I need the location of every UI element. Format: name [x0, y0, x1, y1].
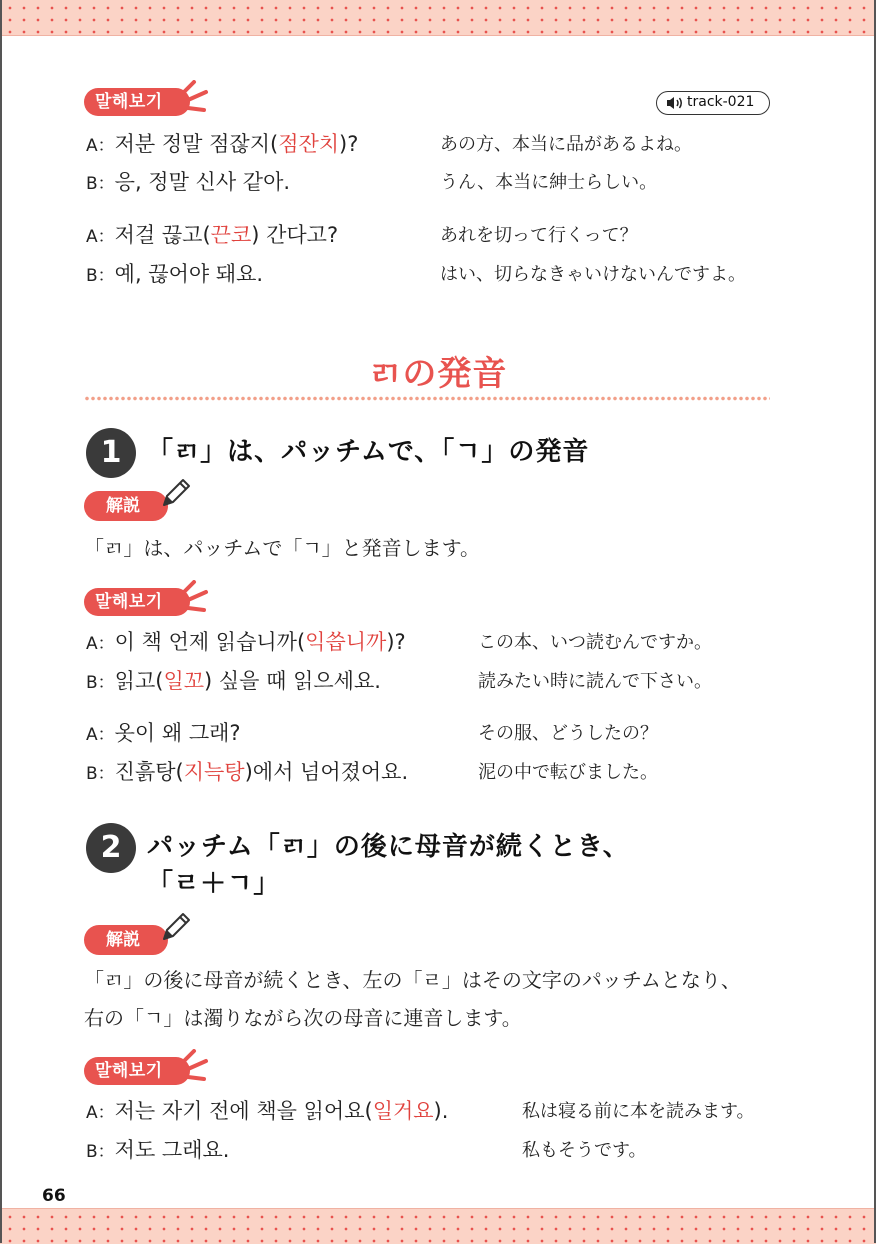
dialogue-translation: 私は寝る前に本を読みます。 [522, 1101, 755, 1122]
explanation-text-line2: 右の「ㄱ」は濁りながら次の母音に連音します。 [84, 1006, 522, 1030]
explanation-badge-label: 解説 [106, 930, 140, 950]
speak-badge [84, 88, 190, 116]
explanation-badge-label: 解説 [106, 496, 140, 516]
speak-badge-label: 말해보기 [95, 1061, 163, 1081]
rule-heading: 「ㄺ」は、パッチムで、「ㄱ」の発音 [147, 437, 590, 467]
explanation-text: 「ㄺ」は、パッチムで「ㄱ」と発音します。 [84, 536, 481, 560]
dialogue-translation: 泥の中で転びました。 [478, 762, 658, 783]
rule-number-badge: 1 [86, 428, 136, 478]
dialogue-line: A：저분 정말 점잖지(점잔치)? [86, 132, 359, 156]
page-number: 66 [42, 1186, 66, 1206]
rule-heading-line1: パッチム「ㄺ」の後に母音が続くとき、 [147, 832, 630, 862]
speaker-icon [666, 96, 684, 110]
speak-badge-label: 말해보기 [95, 92, 163, 112]
bottom-decorative-band [0, 1208, 876, 1244]
track-label: track-021 [687, 94, 755, 110]
dialogue-translation: あれを切って行くって？ [440, 225, 638, 246]
dialogue-line: A：저는 자기 전에 책을 읽어요(일거요). [86, 1099, 449, 1123]
speak-badge [84, 1057, 190, 1085]
dialogue-line: A：이 책 언제 읽습니까(익씁니까)? [86, 630, 406, 654]
dialogue-line: B：예, 끊어야 돼요. [86, 262, 264, 286]
dialogue-line: B：응, 정말 신사 같아. [86, 170, 291, 194]
dialogue-translation: うん、本当に紳士らしい。 [440, 172, 658, 193]
dialogue-line: A：옷이 왜 그래? [86, 721, 241, 745]
audio-track-badge[interactable] [656, 91, 770, 115]
sound-rays-icon [178, 580, 212, 624]
speak-badge [84, 588, 190, 616]
pencil-icon [158, 911, 192, 945]
dialogue-line: B：저도 그래요. [86, 1138, 230, 1162]
dialogue-translation: はい、切らなきゃいけないんですよ。 [440, 264, 746, 285]
dotted-divider [84, 395, 770, 402]
explanation-badge [84, 491, 168, 521]
rule-heading-line2: 「ㄹ＋ㄱ」 [147, 869, 281, 899]
dialogue-line: B：진흙탕(지늑탕)에서 넘어졌어요. [86, 760, 409, 784]
dialogue-line: B：읽고(일꼬) 싶을 때 읽으세요. [86, 669, 381, 693]
dialogue-translation: あの方、本当に品があるよね。 [440, 134, 692, 155]
dialogue-line: A：저걸 끊고(끈코) 간다고? [86, 223, 339, 247]
dialogue-translation: この本、いつ読むんですか。 [478, 632, 712, 653]
top-decorative-band [0, 0, 876, 36]
pencil-icon [158, 477, 192, 511]
explanation-badge [84, 925, 168, 955]
speak-badge-label: 말해보기 [95, 592, 163, 612]
explanation-text-line1: 「ㄺ」の後に母音が続くとき、左の「ㄹ」はその文字のパッチムとなり、 [84, 968, 741, 992]
sound-rays-icon [178, 80, 212, 124]
left-page-edge [0, 0, 2, 1243]
dialogue-translation: 読みたい時に読んで下さい。 [478, 671, 712, 692]
rule-number-badge: 2 [86, 823, 136, 873]
dialogue-translation: その服、どうしたの？ [478, 723, 658, 744]
section-title: ㄺの発音 [368, 354, 508, 394]
dialogue-translation: 私もそうです。 [522, 1140, 647, 1161]
sound-rays-icon [178, 1049, 212, 1093]
